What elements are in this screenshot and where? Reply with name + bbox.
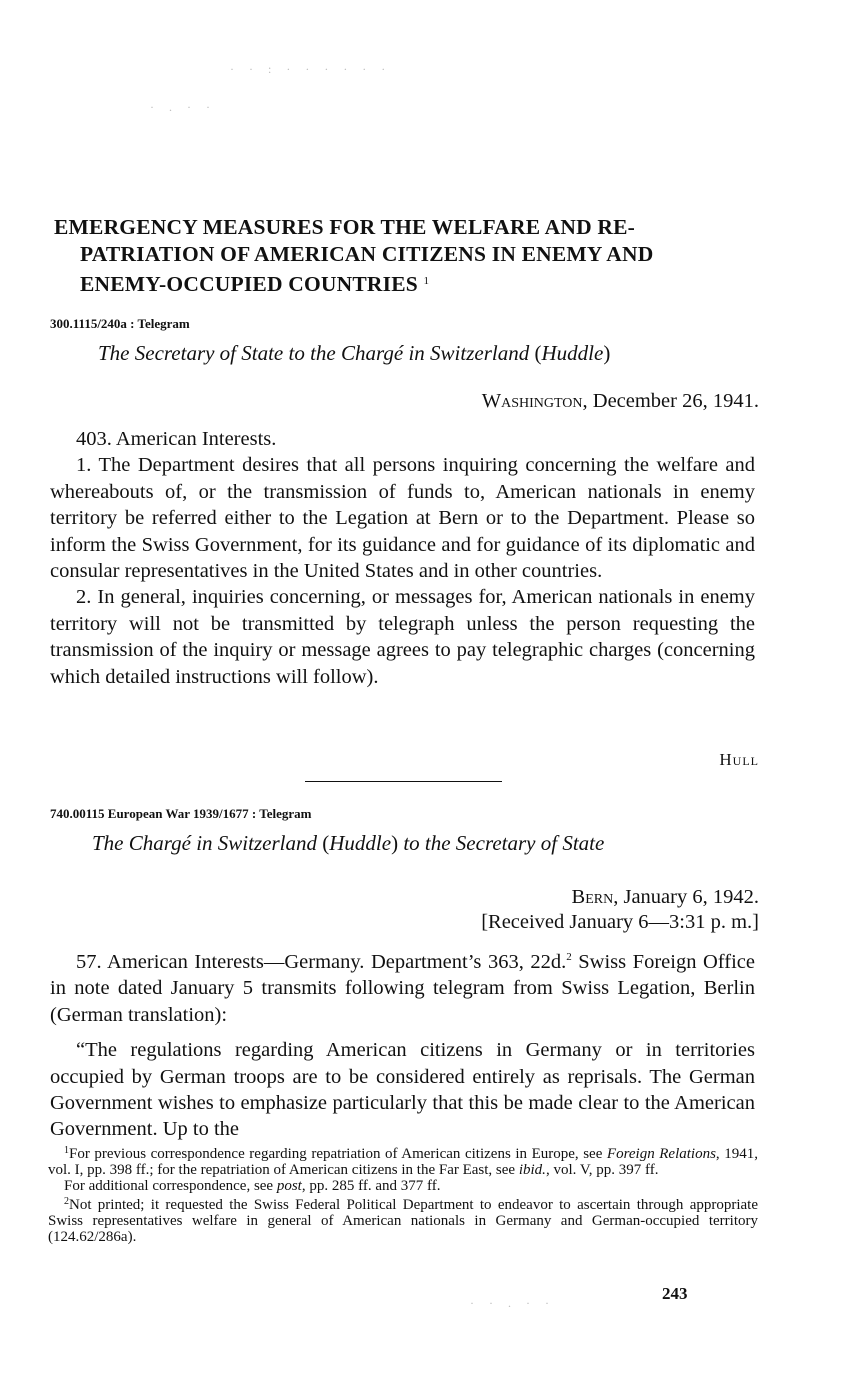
doc2-para-1-text: 57. American Interests—Germany. Department’s 363, 22d. (76, 951, 567, 973)
footnote-1-extra-ref: post (276, 1178, 302, 1194)
doc1-dateline (482, 390, 759, 413)
doc2-dateline (572, 886, 759, 909)
doc2-received: [Received January 6—3:31 p. m.] (481, 911, 759, 933)
doc1-date: December 26, 1941. (592, 390, 759, 412)
footnote-1-extra-text-2: , pp. 285 ff. and 377 ff. (301, 1178, 441, 1194)
footnote-1-text-2: , 1941, vol. I, pp. 398 ff.; for the repatriation of American citizens in the Far East, see (48, 1146, 758, 1178)
page-number: 243 (662, 1284, 688, 1303)
title-line-1: EMERGENCY MEASURES FOR THE WELFARE AND RE- (54, 215, 636, 239)
doc2-footnote-ref: 2 (566, 951, 572, 963)
doc1-heading-text: The Secretary of State to the Chargé in Switzerland (98, 341, 530, 365)
section-title (54, 214, 774, 298)
doc2-file-number: 740.00115 European War 1939/1677 : Telegram (50, 806, 312, 821)
doc1-signature: Hull (719, 750, 759, 769)
doc1-body (50, 426, 755, 690)
doc2-heading-text-2: to the Secretary of State (403, 831, 605, 855)
scan-noise: · · : · · · · · · (230, 62, 392, 76)
title-line-2: PATRIATION OF AMERICAN CITIZENS IN ENEMY AND (80, 242, 654, 266)
footnote-2 (48, 1194, 758, 1245)
footnote-2-text: Not printed; it requested the Swiss Federal Political Department to endeavor to ascertain through appropriate Swiss representatives welfare in general of American nationals in Germany and German-occupied territory (124.62/286a). (48, 1197, 758, 1245)
footnotes (48, 1143, 758, 1245)
doc1-file-number: 300.1115/240a : Telegram (50, 316, 190, 331)
footnote-1-mark: 1 (64, 1145, 69, 1156)
footnote-1-extra-text: For additional correspondence, see (64, 1178, 277, 1194)
doc2-heading-name: Huddle (329, 831, 392, 855)
title-line-3 (54, 268, 774, 298)
footnote-1-extra (48, 1178, 758, 1194)
footnote-1-text: For previous correspondence regarding repatriation of American citizens in Europe, see (69, 1146, 607, 1162)
footnote-1-text-3: , vol. V, pp. 397 ff. (545, 1162, 659, 1178)
scan-noise: · . · · (150, 100, 216, 114)
doc1-para-1: 1. The Department desires that all persons inquiring concerning the welfare and whereabouts of, or the transmission of funds to, American nationals in enemy territory be referred either to the Legation at Bern or to the Department. Please so inform the Swiss Government, for its guidance and for guidance of its diplomatic and consular representatives in the United States and in other countries. (50, 454, 755, 583)
doc1-heading-name: Huddle (541, 341, 604, 365)
title-line-3-text: ENEMY-OCCUPIED COUNTRIES (80, 272, 418, 296)
footnote-2-mark: 2 (64, 1196, 69, 1207)
doc1-place: Washington, (481, 390, 588, 412)
title-footnote-ref: 1 (423, 275, 430, 287)
doc2-heading: The Chargé in Switzerland (Huddle) to the Secretary of State (92, 831, 605, 855)
doc2-body (50, 944, 755, 1143)
doc2-para-1 (50, 944, 755, 1028)
footnote-1-ref-2: ibid. (518, 1162, 546, 1178)
doc2-heading-text: The Chargé in Switzerland (92, 831, 317, 855)
doc1-para-2: 2. In general, inquiries concerning, or messages for, American nationals in enemy territory will not be transmitted by telegraph unless the person requesting the transmission of the inquiry or message agrees to pay telegraphic charges (concerning which detailed instructions will follow). (50, 586, 755, 688)
doc2-para-2: “The regulations regarding American citizens in Germany or in territories occupied by German troops are to be considered entirely as reprisals. The German Government wishes to emphasize particularly that this be made clear to the American Government. Up to the (50, 1039, 755, 1141)
doc2-place: Bern, (571, 886, 619, 908)
scan-noise: · · . · · (470, 1296, 555, 1310)
footnote-1 (48, 1143, 758, 1178)
doc1-heading: The Secretary of State to the Chargé in Switzerland (Huddle) (98, 341, 611, 365)
doc1-para-intro: 403. American Interests. (76, 428, 277, 450)
section-divider (305, 781, 502, 782)
footnote-1-ref-1: Foreign Relations (606, 1146, 716, 1162)
doc2-para-1-text-2: Swiss Foreign Office in note dated January 5 transmits following telegram from Swiss Legation, Berlin (German translation): (50, 951, 755, 1026)
doc2-date: January 6, 1942. (623, 886, 759, 908)
